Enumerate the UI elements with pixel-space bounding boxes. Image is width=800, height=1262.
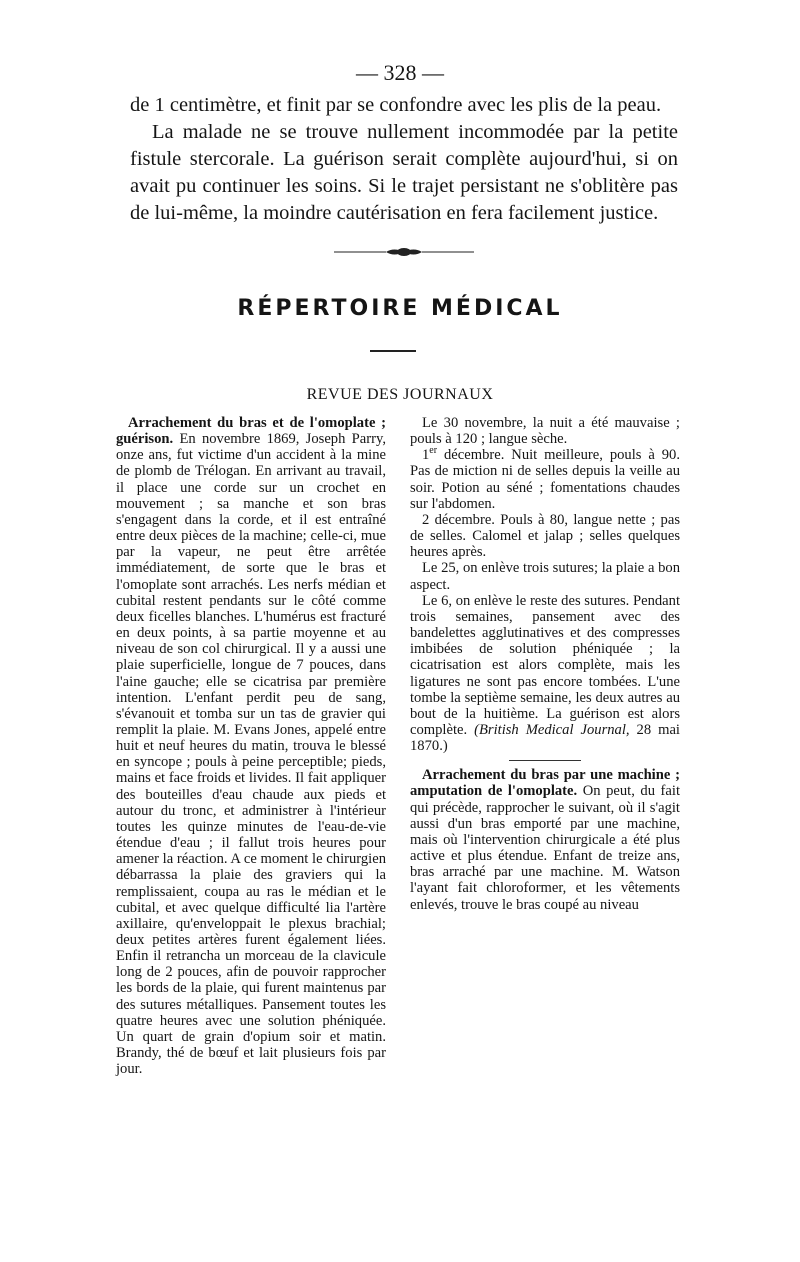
article1-paragraph-6: Le 6, on enlève le reste des sutures. Pendant trois semaines, pansement avec des bandelettes agglutinatives et des compresses imbibées de solution phéniquée ; la cicatrisation est alors complète, mais les ligatures ne sont pas encore tombées. L'une tombe la septième semaine, les deux autres au bout de la huitième. La guérison est alors complète. (British Medical Journal, 28 mai 1870.): [410, 592, 680, 755]
article1-paragraph-2: Le 30 novembre, la nuit a été mauvaise ; pouls à 120 ; langue sèche.: [410, 415, 680, 448]
article2-text: On peut, du fait qui précède, rapprocher le suivant, où il s'agit aussi d'un bras emporté par une machine, mais où l'intervention chirurgicale a été plus active et plus étendue. Enfant de treize ans, bras arraché par une machine. M. Watson l'ayant fait chloroformer, et les vêtements enlevés, trouve le bras coupé au niveau: [410, 783, 680, 913]
article1-text: En novembre 1869, Joseph Parry, onze ans, fut victime d'un accident à la mine de plomb de Trélogan. En arrivant au travail, il place une corde sur un crochet en mouvement ; sa manche et son bras s'engagent dans la corde, et il est entraîné entre deux pièces de la machine; celle-ci, mue par la vapeur, ne peut être arrêtée immédiatement, de sorte que le bras et l'omoplate sont arrachés. Les nerfs médian et cubital restent pendants sur le côté comme deux ficelles blanches. L'humérus est fracturé en deux points, à sa partie moyenne et au niveau de son col chirurgical. Il y a aussi une plaie superficielle, longue de 7 pouces, dans l'aine gauche; elle se cicatrisa par première intention. L'enfant perdit peu de sang, s'évanouit et tomba sur un tas de gravier qui remplit la plaie. M. Evans Jones, appelé entre huit et neuf heures du matin, trouva le blessé en syncope ; pouls à peine perceptible; pieds, mains et face froids et livides. Il fait appliquer des bouteilles d'eau chaude aux pieds et autour du tronc, et administrer à l'intérieur toutes les quinze minutes de l'eau-de-vie étendue d'eau ; il fallut trois heures pour amener la réaction. A ce moment le chirurgien débarrassa la plaie des graviers qui la remplissaient, coupa au ras le médian et le cubital, et avec quelque difficulté lia l'artère axillaire, qu'enveloppait le plexus brachial; deux petites artères furent également liées. Enfin il retrancha un morceau de la clavicule long de 2 pouces, afin de pouvoir rapprocher les bords de la plaie, qui furent maintenus par des sutures métalliques. Pansement toutes les quatre heures avec une solution phéniquée. Un quart de grain d'opium soir et matin. Brandy, thé de bœuf et lait plusieurs fois par jour.: [116, 431, 386, 1078]
article1-heading: Arrachement du bras et de l'omoplate ; guérison.: [116, 415, 386, 448]
title-rule: [370, 350, 416, 352]
article1-paragraph: [116, 415, 386, 1077]
ornament-divider: [334, 244, 474, 260]
intro-paragraph: de 1 centimètre, et finit par se confondre avec les plis de la peau.: [130, 94, 662, 116]
article2-paragraph: [410, 767, 680, 912]
article-separator: [509, 760, 581, 761]
intro-text: [130, 92, 678, 227]
intro-paragraph: La malade ne se trouve nullement incommodée par la petite fistule stercorale. La guérison serait complète aujourd'hui, si on avait pu continuer les soins. Si le trajet persistant ne s'oblitère pas de lui-même, la moindre cautérisation en fera facilement justice.: [130, 121, 678, 224]
column-right: [410, 415, 680, 913]
subsection-title: REVUE DES JOURNAUX: [306, 386, 494, 403]
section-title: RÉPERTOIRE MÉDICAL: [237, 296, 563, 321]
article2-heading: Arrachement du bras par une machine ; amputation de l'omoplate.: [410, 767, 680, 800]
article1-paragraph-3: 1er décembre. Nuit meilleure, pouls à 90. Pas de miction ni de selles depuis la veille au soir. Potion au séné ; fomentations chaudes sur l'abdomen.: [410, 445, 680, 512]
article1-paragraph-5: Le 25, on enlève trois sutures; la plaie a bon aspect.: [410, 560, 680, 593]
page-number: — 328 —: [356, 60, 444, 85]
article1-paragraph-4: 2 décembre. Pouls à 80, langue nette ; pas de selles. Calomel et jalap ; selles quelques heures après.: [410, 511, 680, 561]
citation: (British Medical Journal,: [474, 721, 630, 738]
column-left: [116, 415, 386, 1077]
